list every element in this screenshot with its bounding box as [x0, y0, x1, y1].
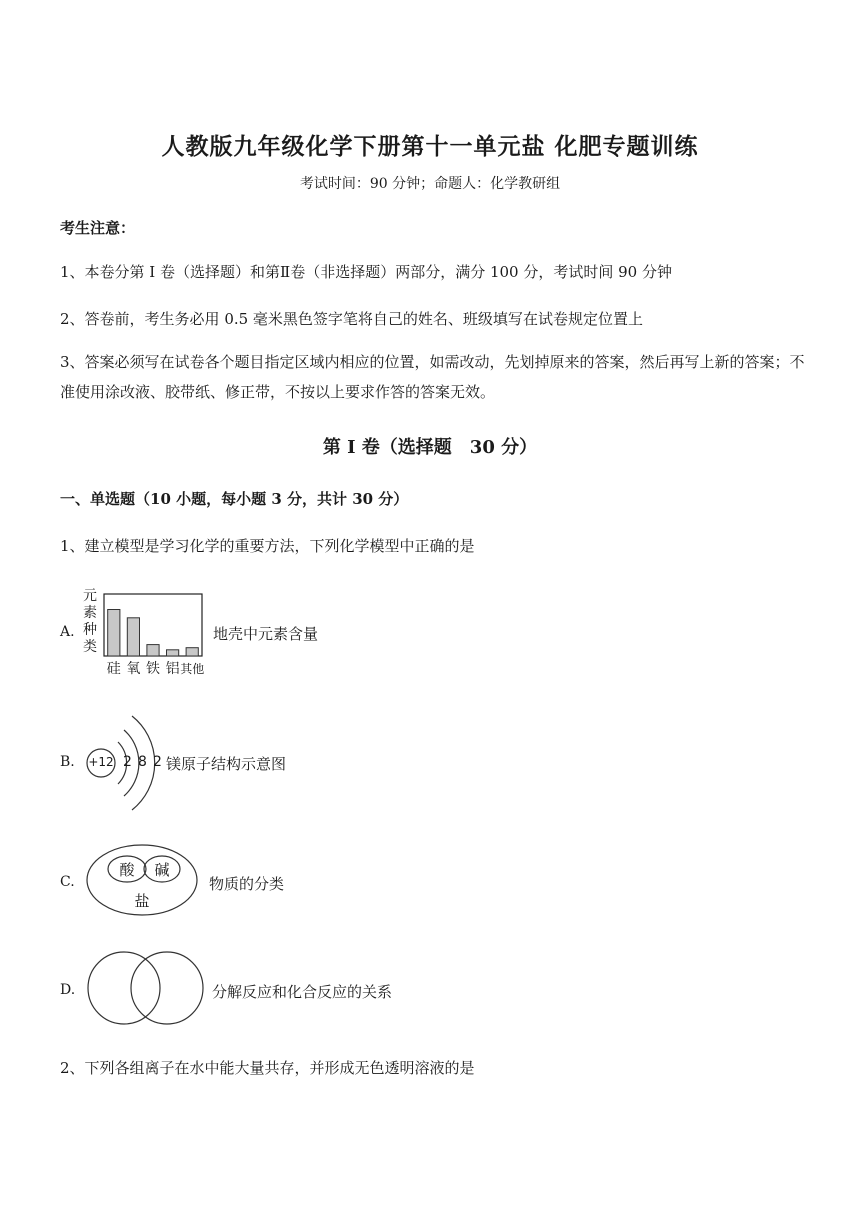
option-c-letter: C.: [60, 874, 75, 890]
shell-electrons-2: 8: [138, 754, 147, 770]
shell-electrons-1: 2: [123, 754, 132, 770]
chart-bar-1: [127, 618, 139, 656]
notice-item-1: 1、本卷分第 I 卷（选择题）和第Ⅱ卷（非选择题）两部分，满分 100 分，考试时间 90 分钟: [60, 263, 672, 281]
question-2-stem: 2、下列各组离子在水中能大量共存，并形成无色透明溶液的是: [60, 1059, 475, 1077]
option-a-caption: 地壳中元素含量: [213, 625, 319, 643]
exam-info: 考试时间：90 分钟；命题人：化学教研组: [299, 176, 561, 192]
salt-label: 盐: [134, 892, 150, 910]
chart-tick-label-0: 硅: [106, 661, 121, 677]
nucleus-charge: +12: [88, 755, 114, 769]
option-b-letter: B.: [60, 754, 75, 770]
option-d-caption: 分解反应和化合反应的关系: [212, 983, 393, 1001]
chart-bar-4: [186, 648, 198, 656]
chart-tick-label-1: 氧: [126, 661, 141, 677]
notice-item-2: 2、答卷前，考生务必用 0.5 毫米黑色签字笔将自己的姓名、班级填写在试卷规定位置上: [60, 310, 643, 328]
notice-heading: 考生注意：: [60, 219, 136, 237]
combination-circle: [131, 952, 203, 1024]
notice-item-3: 3、答案必须写在试卷各个题目指定区域内相应的位置，如需改动，先划掉原来的答案，然后再写上新的答案；不准使用涂改液、胶带纸、修正带，不按以上要求作答的答案无效。: [60, 353, 805, 401]
chart-tick-label-2: 铁: [146, 661, 160, 677]
chart-tick-label-4: 其他: [180, 662, 205, 676]
option-a-figure: [80, 582, 212, 682]
page-title: 人教版九年级化学下册第十一单元盐 化肥专题训练: [161, 133, 699, 160]
option-a-letter: A.: [60, 624, 75, 640]
chart-bar-2: [147, 645, 159, 656]
element-bar-chart: [80, 582, 212, 682]
decomposition-circle: [88, 952, 160, 1024]
part-title: 一、单选题（10 小题，每小题 3 分，共计 30 分）: [60, 490, 409, 508]
chart-bar-3: [167, 650, 179, 656]
option-c-caption: 物质的分类: [209, 875, 285, 893]
chart-y-label: 元素种类: [83, 588, 97, 655]
option-d-letter: D.: [60, 982, 76, 998]
option-c-figure: [84, 842, 200, 918]
option-b-caption: 镁原子结构示意图: [166, 755, 287, 773]
base-label: 碱: [154, 861, 170, 879]
shell-electrons-3: 2: [153, 754, 162, 770]
option-d-figure: [84, 950, 208, 1026]
chart-bar-0: [108, 610, 120, 657]
question-1-stem: 1、建立模型是学习化学的重要方法，下列化学模型中正确的是: [60, 537, 475, 555]
option-b-figure: [80, 708, 180, 818]
section-title: 第 I 卷（选择题 30 分）: [322, 437, 538, 458]
acid-label: 酸: [119, 861, 135, 879]
chart-tick-label-3: 铝: [165, 661, 180, 677]
